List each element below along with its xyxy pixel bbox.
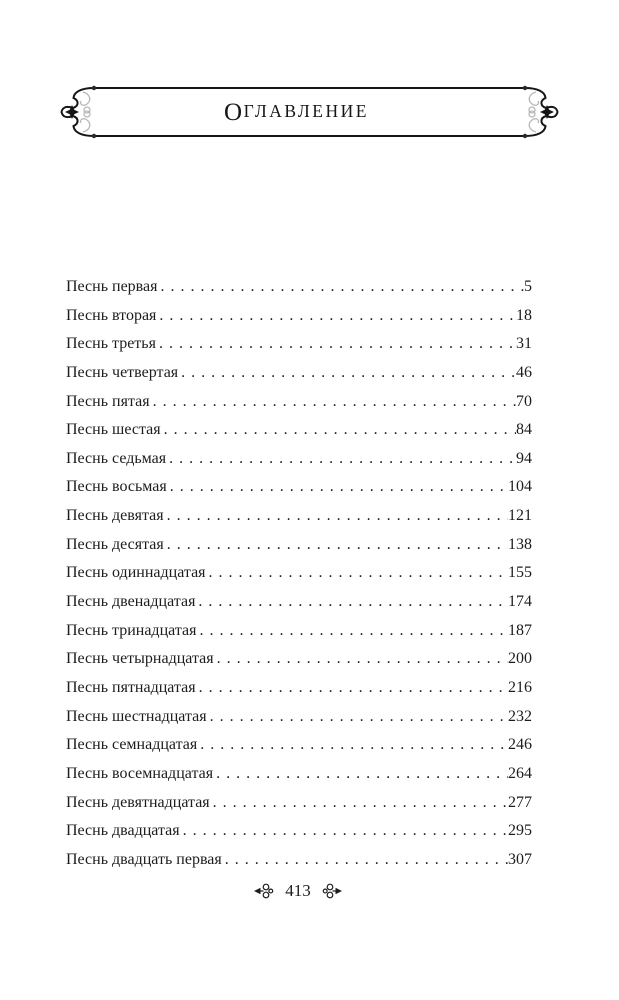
fleuron-right-icon bbox=[322, 883, 342, 899]
toc-entry bbox=[66, 588, 532, 617]
dot-leader bbox=[150, 388, 516, 417]
toc-entry bbox=[66, 789, 532, 818]
toc-entry-label: Песнь четвертая bbox=[66, 363, 179, 381]
toc-entry-label: Песнь восьмая bbox=[66, 478, 167, 496]
dot-leader bbox=[156, 302, 516, 331]
dot-leader bbox=[195, 588, 508, 617]
toc-entry bbox=[66, 817, 532, 846]
toc-entry-page: 46 bbox=[516, 363, 532, 381]
toc-entry-label: Песнь двенадцатая bbox=[66, 593, 196, 611]
toc-entry bbox=[66, 359, 532, 388]
toc-entry-label: Песнь семнадцатая bbox=[66, 736, 198, 754]
fleuron-left-icon bbox=[254, 883, 274, 899]
dot-leader bbox=[206, 559, 508, 588]
toc-entry-page: 174 bbox=[508, 593, 532, 611]
toc-entry-page: 155 bbox=[508, 564, 532, 582]
toc-entry bbox=[66, 416, 532, 445]
toc-entry-label: Песнь первая bbox=[66, 278, 158, 295]
dot-leader bbox=[207, 703, 508, 732]
toc-entry-label: Песнь третья bbox=[66, 335, 156, 353]
toc-entry-page: 104 bbox=[508, 478, 532, 496]
toc-entry bbox=[66, 617, 532, 646]
dot-leader bbox=[180, 817, 508, 846]
toc-entry-page: 138 bbox=[508, 535, 532, 553]
toc-entry bbox=[66, 674, 532, 703]
toc-entry-label: Песнь восемнадцатая bbox=[66, 764, 214, 782]
toc-list bbox=[66, 273, 532, 874]
dot-leader bbox=[156, 330, 516, 359]
page-title-rest: ГЛАВЛЕНИЕ bbox=[243, 101, 369, 122]
dot-leader bbox=[164, 531, 508, 560]
toc-entry-page: 94 bbox=[516, 449, 532, 467]
toc-entry-label: Песнь вторая bbox=[66, 306, 157, 324]
toc-entry bbox=[66, 846, 532, 875]
toc-entry bbox=[66, 731, 532, 760]
toc-entry bbox=[66, 388, 532, 417]
toc-entry-page: 216 bbox=[508, 678, 532, 696]
dot-leader bbox=[196, 617, 508, 646]
toc-entry-label: Песнь одиннадцатая bbox=[66, 564, 206, 582]
toc-entry-page: 264 bbox=[508, 764, 532, 782]
toc-entry-label: Песнь седьмая bbox=[66, 449, 167, 467]
toc-entry-page: 307 bbox=[508, 850, 532, 868]
toc-entry-page: 18 bbox=[516, 306, 532, 324]
toc-entry-page: 232 bbox=[508, 707, 532, 725]
dot-leader bbox=[167, 473, 508, 502]
dot-leader bbox=[166, 445, 516, 474]
toc-entry-label: Песнь пятнадцатая bbox=[66, 678, 196, 696]
toc-entry-label: Песнь четырнадцатая bbox=[66, 650, 214, 668]
dot-leader bbox=[210, 789, 508, 818]
page-title bbox=[47, 84, 546, 140]
toc-entry bbox=[66, 445, 532, 474]
toc-entry-page: 31 bbox=[516, 335, 532, 353]
toc-entry bbox=[66, 302, 532, 331]
toc-entry bbox=[66, 273, 532, 302]
toc-entry-label: Песнь девятая bbox=[66, 507, 164, 525]
toc-entry-page: 5 bbox=[524, 278, 532, 295]
toc-entry bbox=[66, 531, 532, 560]
dot-leader bbox=[197, 731, 508, 760]
toc-entry bbox=[66, 760, 532, 789]
toc-entry-page: 246 bbox=[508, 736, 532, 754]
dot-leader bbox=[161, 416, 516, 445]
toc-entry-label: Песнь девятнадцатая bbox=[66, 793, 210, 811]
toc-entry-label: Песнь двадцать первая bbox=[66, 850, 222, 868]
toc-entry-page: 200 bbox=[508, 650, 532, 668]
dot-leader bbox=[164, 502, 508, 531]
toc-entry-label: Песнь десятая bbox=[66, 535, 164, 553]
dot-leader bbox=[196, 674, 508, 703]
dot-leader bbox=[222, 846, 508, 875]
toc-entry-label: Песнь пятая bbox=[66, 392, 150, 410]
dot-leader bbox=[214, 645, 508, 674]
toc-entry bbox=[66, 645, 532, 674]
toc-entry-label: Песнь шестая bbox=[66, 421, 161, 439]
page-title-initial: О bbox=[224, 98, 244, 126]
toc-entry bbox=[66, 559, 532, 588]
chapter-header-frame bbox=[60, 84, 559, 140]
dot-leader bbox=[213, 760, 508, 789]
toc-entry-label: Песнь двадцатая bbox=[66, 822, 180, 840]
toc-entry-label: Песнь тринадцатая bbox=[66, 621, 197, 639]
toc-entry bbox=[66, 473, 532, 502]
folio-number: 413 bbox=[285, 881, 311, 900]
toc-entry-page: 187 bbox=[508, 621, 532, 639]
toc-entry bbox=[66, 502, 532, 531]
dot-leader bbox=[157, 273, 524, 302]
page-footer bbox=[0, 881, 596, 901]
toc-entry-page: 70 bbox=[516, 392, 532, 410]
toc-entry bbox=[66, 703, 532, 732]
toc-entry-page: 84 bbox=[516, 421, 532, 439]
toc-entry-page: 121 bbox=[508, 507, 532, 525]
toc-entry-page: 295 bbox=[508, 822, 532, 840]
toc-entry-label: Песнь шестнадцатая bbox=[66, 707, 207, 725]
dot-leader bbox=[178, 359, 516, 388]
toc-entry bbox=[66, 330, 532, 359]
toc-entry-page: 277 bbox=[508, 793, 532, 811]
